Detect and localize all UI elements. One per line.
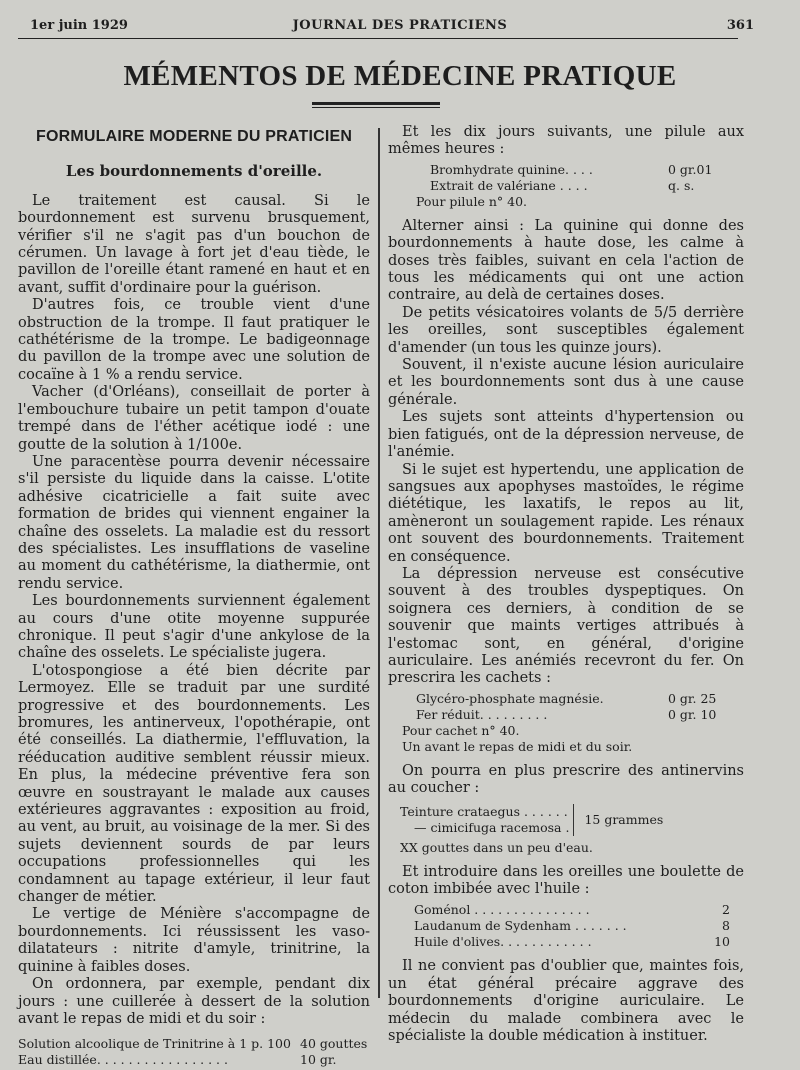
- issue-date: 1er juin 1929: [30, 18, 128, 33]
- formula-line: Un avant le repas de midi et du soir.: [402, 738, 633, 754]
- paragraph: Les bourdonnements surviennent également au cours d'une otite moyenne suppurée chronique. Il peut s'agir d'une ankylose de la chaîne des osselets. Le spécialiste jugera.: [18, 593, 370, 662]
- formula-line: Fer réduit. . . . . . . . . 0 gr. 10: [416, 706, 717, 722]
- paragraph: Le traitement est causal. Si le bourdonnement est survenu brusquement, vérifier s'il ne s'agit pas d'un bouchon de cérumen. Un lavage à fort jet d'eau tiède, le pavillon de l'oreille étant ramené en haut et en avant, suffit d'ordinaire pour la guérison.: [18, 192, 370, 296]
- running-header: [0, 0, 800, 40]
- formula-quantity: 15 grammes: [584, 811, 664, 827]
- formula-line: Huile d'olives. . . . . . . . . . . . 10: [414, 934, 730, 950]
- right-column: [388, 124, 744, 1045]
- formula-line: Pour pilule n° 40.: [416, 193, 527, 209]
- formula-line: Pour cachet n° 40.: [402, 722, 520, 738]
- paragraph: Et introduire dans les oreilles une boulette de coton imbibée avec l'huile :: [388, 863, 744, 897]
- page-number: 361: [726, 18, 754, 33]
- formula-line: Laudanum de Sydenham . . . . . . . 8: [414, 918, 730, 934]
- paragraph: Une paracentèse pourra devenir nécessaire s'il persiste du liquide dans la caisse. L'otite adhésive cicatricielle a fait suite avec formation de brides qui viennent engainer la chaîne des osselets. La maladie est du ressort des spécialistes. Les insufflations de vaseline au moment du cathétérisme, la diathermie, ont rendu service.: [18, 453, 370, 592]
- column-divider: [378, 128, 380, 998]
- formula-line: Teinture crataegus . . . . . .: [400, 803, 568, 819]
- prescription-trinitrine: [18, 1036, 370, 1068]
- paragraph: On pourra en plus prescrire des antinervins au coucher :: [388, 762, 744, 797]
- formula-line: — cimicifuga racemosa .: [414, 819, 570, 835]
- paragraph: Alterner ainsi : La quinine qui donne des bourdonnements à haute dose, les calme à doses très faibles, suivant en cela l'action de tous les médicaments qui ont une action contraire, au delà de certaines doses.: [388, 217, 744, 304]
- formula-line: Solution alcoolique de Trinitrine à 1 p. 100 40 gouttes: [18, 1036, 368, 1052]
- header-rule: [18, 38, 738, 39]
- article-subtitle: Les bourdonnements d'oreille.: [65, 162, 323, 181]
- paragraph: De petits vésicatoires volants de 5/5 derrière les oreilles, sont susceptibles également d'amender (un tous les quinze jours).: [388, 304, 744, 356]
- formula-line: Extrait de valériane . . . . q. s.: [430, 177, 695, 193]
- paragraph: Vacher (d'Orléans), conseillait de porter à l'embouchure tubaire un petit tampon d'ouate trempé dans de l'éther acétique iodé : une goutte de la solution à 1/100e.: [18, 384, 370, 453]
- prescription-antinervins: [388, 804, 744, 836]
- paragraph: Le vertige de Ménière s'accompagne de bourdonnements. Ici réussissent les vaso-dilatateurs : nitrite d'amyle, trinitrine, la quinine à faibles doses.: [18, 906, 370, 975]
- paragraph: D'autres fois, ce trouble vient d'une obstruction de la trompe. Il faut pratiquer le cathétérisme de la trompe. Le badigeonnage du pavillon de la trompe avec une solution de cocaïne à 1 % a rendu service.: [18, 297, 370, 383]
- paragraph: On ordonnera, par exemple, pendant dix jours : une cuillerée à dessert de la solution avant le repas de midi et du soir :: [18, 976, 370, 1027]
- prescription-oil: [388, 902, 744, 950]
- formula-line: Bromhydrate quinine. . . . 0 gr.01: [430, 161, 713, 177]
- paragraph: L'otospongiose a été bien décrite par Lermoyez. Elle se traduit par une surdité progressive et des bourdonnements. Les bromures, les antinerveux, l'opothérapie, ont été conseillés. La diathermie, l'effluvation, la rééducation auditive semblent réussir mieux. En plus, la médecine préventive fera son œuvre en soustrayant le malade aux causes extérieures aggravantes : exposition au froid, au vent, au bruit, au voisinage de la mer. Si des sujets deviennent sourds de par leurs occupations professionnelles qui les condamnent au tapage extérieur, il leur faut changer de métier.: [18, 662, 370, 906]
- formula-line: Glycéro-phosphate magnésie. 0 gr. 25: [416, 690, 717, 706]
- paragraph: Souvent, il n'existe aucune lésion auriculaire et les bourdonnements sont dus à une cause générale.: [388, 357, 744, 408]
- page-title: MÉMENTOS DE MÉDECINE PRATIQUE: [123, 60, 677, 92]
- prescription-pill: [388, 162, 744, 210]
- paragraph: La dépression nerveuse est consécutive souvent à des troubles dyspeptiques. On soignera ces derniers, à condition de se souvenir que maints vertiges attribués à l'estomac sont, en général, d'origine auriculaire. Les anémiés recevront du fer. On prescrira les cachets :: [388, 565, 744, 687]
- formula-line: Goménol . . . . . . . . . . . . . . . 2: [414, 902, 730, 918]
- paragraph: Les sujets sont atteints d'hypertension ou bien fatigués, ont de la dépression nerveuse, de l'anémie.: [388, 409, 744, 461]
- section-heading: FORMULAIRE MODERNE DU PRATICIEN: [36, 128, 353, 145]
- paragraph: Si le sujet est hypertendu, une application de sangsues aux apophyses mastoïdes, le régime diététique, les laxatifs, le repos au lit, amèneront un soulagement rapide. Les rénaux ont souvent des bourdonnements. Traitement en conséquence.: [388, 461, 744, 565]
- title-rule: [312, 102, 440, 105]
- paragraph: Il ne convient pas d'oublier que, maintes fois, un état général précaire aggrave des bourdonnements d'origine auriculaire. Le médecin du malade combinera avec le spécialiste la double médication à instituer.: [388, 958, 744, 1045]
- formula-line: Eau distillée. . . . . . . . . . . . . . . . . 10 gr.: [18, 1052, 337, 1068]
- journal-name: JOURNAL DES PRATICIENS: [292, 18, 508, 33]
- paragraph: Et les dix jours suivants, une pilule aux mêmes heures :: [388, 124, 744, 158]
- formula-line: XX gouttes dans un peu d'eau.: [400, 839, 593, 855]
- left-column: [18, 126, 370, 1068]
- title-rule-thin: [312, 107, 440, 108]
- prescription-cachet: [388, 691, 744, 755]
